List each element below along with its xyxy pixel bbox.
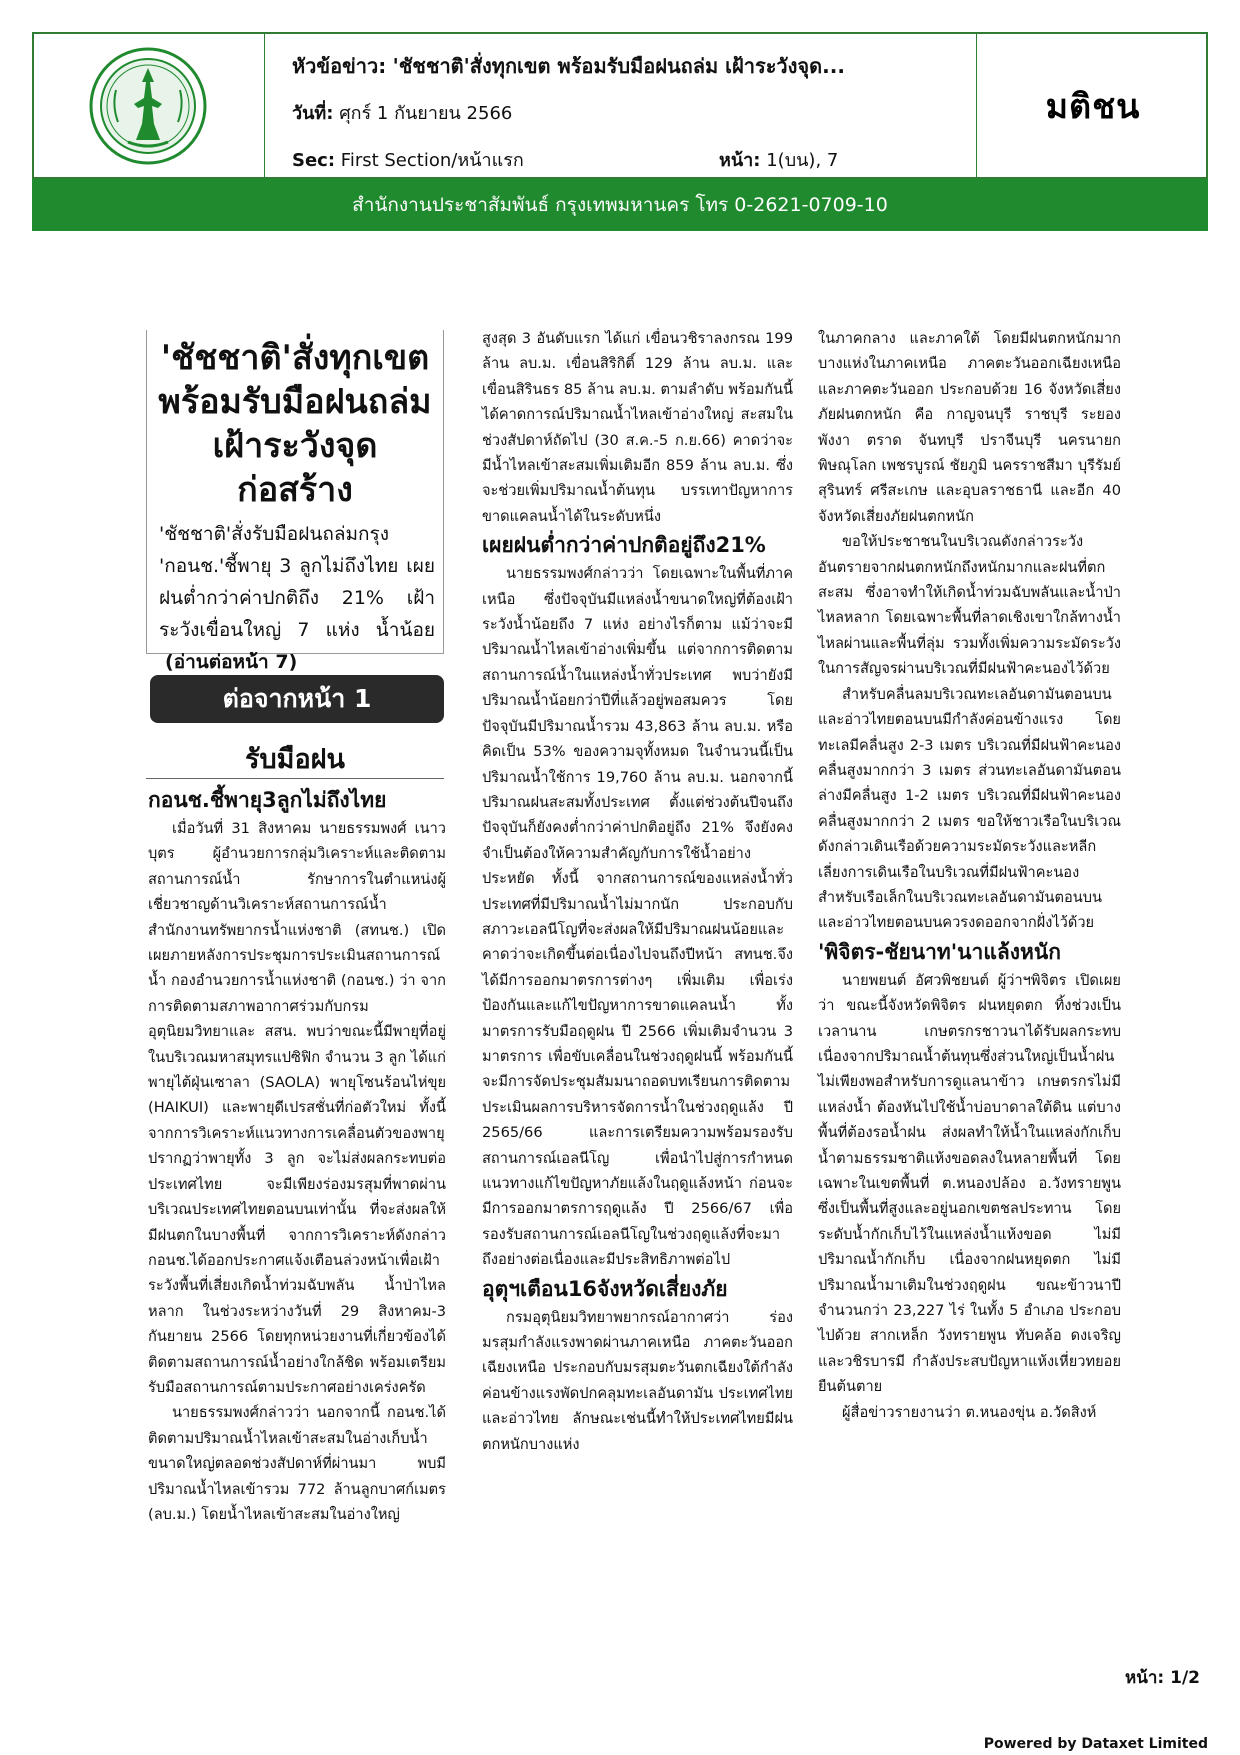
paragraph: เมื่อวันที่ 31 สิงหาคม นายธรรมพงศ์ เนาวบุตร ผู้อำนวยการกลุ่มวิเคราะห์และติดตามสถานการณ์น้ำ รักษาการในตำแหน่งผู้เชี่ยวชาญด้านวิเคราะห์สถานการณ์น้ำ สำนักงานทรัพยากรน้ำแห่งชาติ (สทนช.) เปิดเผยภายหลังการประชุมการประเมินสถานการณ์น้ำ กองอำนวยการน้ำแห่งชาติ (กอนช.) ว่า จากการติดตามสภาพอากาศร่วมกับกรมอุตุนิยมวิทยาและ สสน. พบว่าขณะนี้มีพายุที่อยู่ในบริเวณมหาสมุทรแปซิฟิก จำนวน 3 ลูก ได้แก่ พายุไต้ฝุ่นเซาลา (SAOLA) พายุโซนร้อนไห่ขุย (HAIKUI) และพายุดีเปรสชั่นที่ก่อตัวใหม่ ทั้งนี้ จากการวิเคราะห์แนวทางการเคลื่อนตัวของพายุ ปรากฏว่าพายุทั้ง 3 ลูก จะไม่ส่งผลกระทบต่อประเทศไทย จะมีเพียงร่องมรสุมที่พาดผ่านบริเวณประเทศไทยตอนบนเท่านั้น ที่จะส่งผลให้มีฝนตกในบางพื้นที่ จากการวิเคราะห์ดังกล่าว กอนช.ได้ออกประกาศแจ้งเตือนล่วงหน้าเพื่อเฝ้าระวังพื้นที่เสี่ยงเกิดน้ำท่วมฉับพลัน น้ำป่าไหลหลาก ในช่วงระหว่างวันที่ 29 สิงหาคม-3 กันยายน 2566 โดยทุกหน่วยงานที่เกี่ยวข้องได้ติดตามสถานการณ์น้ำอย่างใกล้ชิด พร้อมเตรียมรับมือสถานการณ์ตามประกาศอย่างเคร่งครัด	[148, 820, 446, 1396]
column-1	[148, 784, 446, 1527]
date-value: ศุกร์ 1 กันยายน 2566	[339, 103, 513, 124]
headline-summary: 'ชัชชาติ'สั่งรับมือฝนถล่มกรุง 'กอนช.'ชี้พายุ 3 ลูกไม่ถึงไทย เผยฝนต่ำกว่าค่าปกติถึง 21% เฝ้าระวังเขื่อนใหญ่ 7 แห่ง น้ำน้อย (อ่านต่อหน้า 7)	[159, 523, 435, 673]
paragraph: ขอให้ประชาชนในบริเวณดังกล่าวระวังอันตรายจากฝนตกหนักถึงหนักมากและฝนที่ตกสะสม ซึ่งอาจทำให้เกิดน้ำท่วมฉับพลันและน้ำป่าไหลหลาก โดยเฉพาะพื้นที่ลาดเชิงเขาใกล้ทางน้ำไหลผ่านและพื้นที่ลุ่ม รวมทั้งเพิ่มความระมัดระวังในการสัญจรผ่านบริเวณที่มีฝนฟ้าคะนองไว้ด้วย	[818, 533, 1121, 678]
subhead-rainfall: เผยฝนต่ำกว่าค่าปกติอยู่ถึง21%	[482, 533, 766, 558]
bangkok-seal-icon	[88, 46, 208, 166]
page-indicator: หน้า: 1/2	[1125, 1668, 1200, 1688]
logo-cell	[34, 34, 265, 177]
column-2	[482, 326, 793, 1457]
section-value: First Section/หน้าแรก	[340, 150, 524, 171]
headline-value: 'ชัชชาติ'สั่งทุกเขต พร้อมรับมือฝนถล่ม เฝ้าระวังจุด...	[392, 54, 845, 78]
paragraph: นายธรรมพงศ์กล่าวว่า โดยเฉพาะในพื้นที่ภาคเหนือ ซึ่งปัจจุบันมีแหล่งน้ำขนาดใหญ่ที่ต้องเฝ้าระวังน้ำน้อยถึง 7 แห่ง อย่างไรก็ตาม แม้ว่าจะมีปริมาณน้ำไหลเข้าอ่างเพิ่มขึ้น แต่จากการติดตามสถานการณ์น้ำในแหล่งน้ำทั่วประเทศ พบว่ายังมีปริมาณน้ำน้อยกว่าปีที่แล้วอยู่พอสมควร โดยปัจจุบันมีปริมาณน้ำรวม 43,863 ล้าน ลบ.ม. หรือคิดเป็น 53% ของความจุทั้งหมด ในจำนวนนี้เป็นปริมาณน้ำใช้การ 19,760 ล้าน ลบ.ม. นอกจากนี้ ปริมาณฝนสะสมทั้งประเทศ ตั้งแต่ช่วงต้นปีจนถึงปัจจุบันก็ยังคงต่ำกว่าค่าปกติอยู่ถึง 21% จึงยังคงจำเป็นต้องให้ความสำคัญกับการใช้น้ำอย่างประหยัด ทั้งนี้ จากสถานการณ์ของแหล่งน้ำทั่วประเทศที่มีปริมาณน้ำไม่มากนัก ประกอบกับสภาวะเอลนีโญที่จะส่งผลให้มีปริมาณฝนน้อยและคาดว่าจะเกิดขึ้นต่อเนื่องไปจนถึงปีหน้า สทนช.จึงได้มีการออกมาตรการต่างๆ เพิ่มเติม เพื่อเร่งป้องกันและแก้ไขปัญหาการขาดแคลนน้ำ ทั้งมาตรการรับมือฤดูฝน ปี 2566 เพิ่มเติมจำนวน 3 มาตรการ เพื่อขับเคลื่อนในช่วงฤดูฝนนี้ พร้อมกันนี้จะมีการจัดประชุมสัมมนาถอดบทเรียนการติดตามประเมินผลการบริหารจัดการน้ำในช่วงฤดูแล้ง ปี 2565/66 และการเตรียมความพร้อมรองรับสถานการณ์เอลนีโญ เพื่อนำไปสู่การกำหนดแนวทางแก้ไขปัญหาภัยแล้งในฤดูแล้งหน้า ก่อนจะมีการออกมาตรการฤดูแล้ง ปี 2566/67 เพื่อรองรับสถานการณ์เอลนีโญในช่วงฤดูแล้งที่จะมาถึงอย่างต่อเนื่องและมีประสิทธิภาพต่อไป	[482, 565, 793, 1269]
continued-banner: ต่อจากหน้า 1	[150, 675, 444, 723]
subhead-drought: 'พิจิตร-ชัยนาท'นาแล้งหนัก	[818, 939, 1061, 964]
paragraph: สูงสุด 3 อันดับแรก ได้แก่ เขื่อนวชิราลงกรณ 199 ล้าน ลบ.ม. เขื่อนสิริกิติ์ 129 ล้าน ลบ.ม. และเขื่อนสิรินธร 85 ล้าน ลบ.ม. ตามลำดับ พร้อมกันนี้ได้คาดการณ์ปริมาณน้ำไหลเข้าอ่างใหญ่ สะสมในช่วงสัปดาห์ถัดไป (30 ส.ค.-5 ก.ย.66) คาดว่าจะมีน้ำไหลเข้าสะสมเพิ่มเติมอีก 859 ล้าน ลบ.ม. ซึ่งจะช่วยเพิ่มปริมาณน้ำต้นทุน บรรเทาปัญหาการขาดแคลนน้ำได้ในระดับหนึ่ง	[482, 330, 793, 525]
page-row: หน้า: 1(บน), 7	[719, 150, 839, 171]
powered-by: Powered by Dataxet Limited	[983, 1736, 1208, 1752]
section-row: Sec: First Section/หน้าแรก	[292, 150, 524, 171]
paragraph: นายพยนต์ อัศวพิชยนต์ ผู้ว่าฯพิจิตร เปิดเผยว่า ขณะนี้จังหวัดพิจิตร ฝนหยุดตก ทิ้งช่วงเป็นเวลานาน เกษตรกรชาวนาได้รับผลกระทบ เนื่องจากปริมาณน้ำต้นทุนซึ่งส่วนใหญ่เป็นน้ำฝน ไม่เพียงพอสำหรับการดูแลนาข้าว เกษตรกรไม่มีแหล่งน้ำ ต้องหันไปใช้น้ำบ่อบาดาลใต้ดิน แต่บางพื้นที่ต้องรอน้ำฝน ส่งผลทำให้น้ำในแหล่งกักเก็บน้ำตามธรรมชาติแห้งขอดลงในหลายพื้นที่ โดยเฉพาะในเขตพื้นที่ ต.หนองปล้อง อ.วังทรายพูน ซึ่งเป็นพื้นที่สูงและอยู่นอกเขตชลประทาน โดยระดับน้ำกักเก็บไว้ในแหล่งน้ำแห้งขอด ไม่มีปริมาณน้ำกักเก็บ เนื่องจากฝนหยุดตก ไม่มีปริมาณน้ำมาเติมในช่วงฤดูฝน ขณะข้าวนาปี จำนวนกว่า 23,227 ไร่ ในทั้ง 5 อำเภอ ประกอบไปด้วย สากเหล็ก วังทรายพูน ทับคล้อ ดงเจริญ และวชิรบารมี กำลังประสบปัญหาแห้งเหี่ยวทยอยยืนต้นตาย	[818, 971, 1121, 1396]
clipping-header	[32, 32, 1208, 179]
column-3	[818, 326, 1121, 1425]
subhead-storms: กอนช.ชี้พายุ3ลูกไม่ถึงไทย	[148, 788, 387, 812]
read-more: (อ่านต่อหน้า 7)	[165, 651, 298, 673]
headline-row: หัวข้อข่าว: 'ชัชชาติ'สั่งทุกเขต พร้อมรับมือฝนถล่ม เฝ้าระวังจุด...	[292, 54, 845, 78]
paragraph: ผู้สื่อข่าวรายงานว่า ต.หนองขุ่น อ.วัดสิงห์	[842, 1403, 1097, 1421]
paragraph: สำหรับคลื่นลมบริเวณทะเลอันดามันตอนบนและอ่าวไทยตอนบนมีกำลังค่อนข้างแรง โดยทะเลมีคลื่นสูง 2-3 เมตร บริเวณที่มีฝนฟ้าคะนองคลื่นสูงมากกว่า 3 เมตร ส่วนทะเลอันดามันตอนล่างมีคลื่นสูง 1-2 เมตร บริเวณที่มีฝนฟ้าคะนองคลื่นสูงมากกว่า 2 เมตร ขอให้ชาวเรือในบริเวณดังกล่าวเดินเรือด้วยความระมัดระวังและหลีกเลี่ยงการเดินเรือในบริเวณที่มีฝนฟ้าคะนอง สำหรับเรือเล็กในบริเวณทะเลอันดามันตอนบนและอ่าวไทยตอนบนควรงดออกจากฝั่งไว้ด้วย	[818, 685, 1121, 932]
date-row: วันที่: ศุกร์ 1 กันยายน 2566	[292, 103, 513, 124]
paragraph: ในภาคกลาง และภาคใต้ โดยมีฝนตกหนักมากบางแห่งในภาคเหนือ ภาคตะวันออกเฉียงเหนือ และภาคตะวันออก ประกอบด้วย 16 จังหวัดเสี่ยงภัยฝนตกหนัก คือ กาญจนบุรี ราชบุรี ระยอง พังงา ตราด จันทบุรี ปราจีนบุรี นครนายก พิษณุโลก เพชรบูรณ์ ชัยภูมิ นครราชสีมา บุรีรัมย์ สุรินทร์ ศรีสะเกษ และอุบลราชธานี และอีก 40 จังหวัดเสี่ยงภัยฝนตกหนัก	[818, 330, 1121, 525]
info-cell	[264, 34, 976, 177]
paragraph: กรมอุตุนิยมวิทยาพยากรณ์อากาศว่า ร่องมรสุมกำลังแรงพาดผ่านภาคเหนือ ภาคตะวันออกเฉียงเหนือ ประกอบกับมรสุมตะวันตกเฉียงใต้กำลังค่อนข้างแรงพัดปกคลุมทะเลอันดามัน ประเทศไทย และอ่าวไทย ลักษณะเช่นนี้ทำให้ประเทศไทยมีฝนตกหนักบางแห่ง	[482, 1308, 793, 1453]
main-headline: 'ชัชชาติ'สั่งทุกเขต พร้อมรับมือฝนถล่ม เฝ้าระวังจุดก่อสร้าง	[158, 338, 432, 510]
subhead-weather-warning: อุตุฯเตือน16จังหวัดเสี่ยงภัย	[482, 1276, 728, 1301]
headline-box	[146, 330, 444, 673]
office-bar: สำนักงานประชาสัมพันธ์ กรุงเทพมหานคร โทร 0-2621-0709-10	[32, 179, 1208, 231]
publication-brand-cell	[976, 34, 1209, 177]
publication-brand: มติชน	[1045, 86, 1141, 127]
page-value: 1(บน), 7	[766, 150, 839, 171]
section-rubric: รับมือฝน	[245, 744, 345, 775]
paragraph: นายธรรมพงศ์กล่าวว่า นอกจากนี้ กอนช.ได้ติดตามปริมาณน้ำไหลเข้าสะสมในอ่างเก็บน้ำขนาดใหญ่ตลอดช่วงสัปดาห์ที่ผ่านมา พบมีปริมาณน้ำไหลเข้ารวม 772 ล้านลูกบาศก์เมตร (ลบ.ม.) โดยน้ำไหลเข้าสะสมในอ่างใหญ่	[148, 1404, 446, 1523]
divider	[146, 778, 444, 779]
